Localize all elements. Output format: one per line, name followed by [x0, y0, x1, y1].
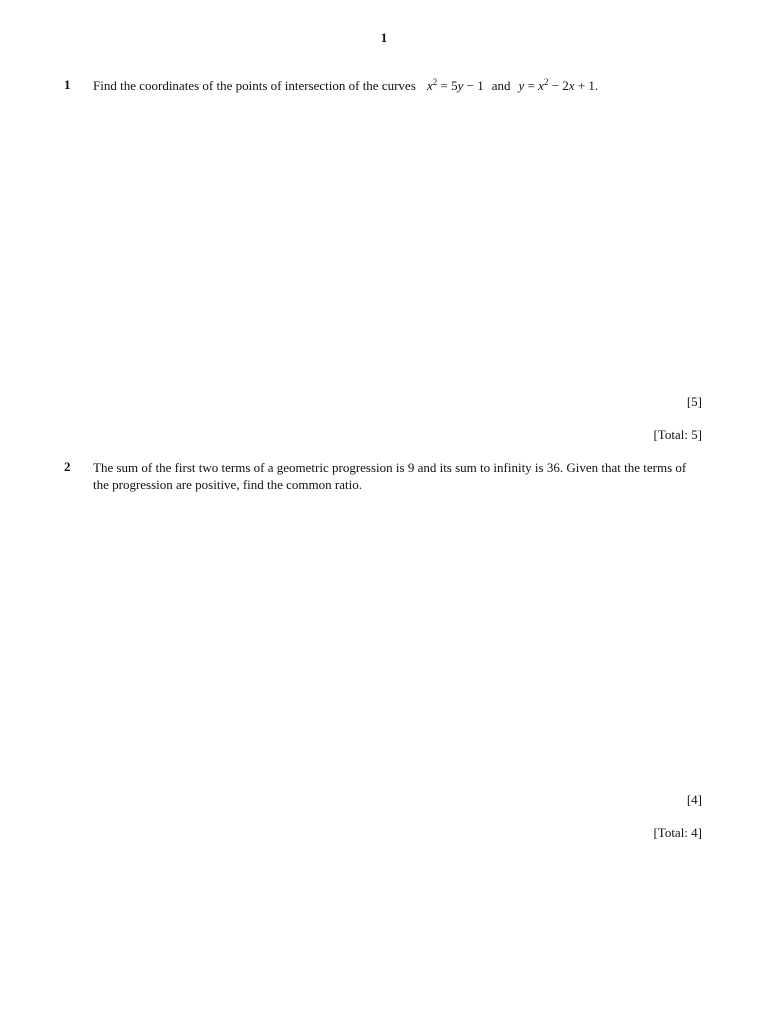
equation-1: $x^2 = 5y - 1$: [427, 77, 484, 93]
marks-label: [5]: [686, 394, 702, 409]
page-number: 1: [380, 30, 388, 45]
question-number: 1: [64, 77, 71, 92]
connector-text: and: [491, 78, 511, 93]
question-text: [93, 77, 704, 94]
total-marks-label: [Total: 4]: [653, 825, 702, 840]
equation-2: $y = x^2 - 2x + 1$.: [518, 77, 599, 93]
marks-label: [4]: [686, 792, 702, 807]
question-text: The sum of the first two terms of a geometric progression is 9 and its sum to infinity is 36. Given that the terms of the progression are positive, find the common ratio.: [93, 460, 687, 492]
total-marks-label: [Total: 5]: [653, 427, 702, 442]
question-stem: Find the coordinates of the points of intersection of the curves: [93, 78, 416, 93]
question-1: [64, 77, 704, 94]
question-number: 2: [64, 459, 71, 474]
question-2: [64, 459, 704, 493]
